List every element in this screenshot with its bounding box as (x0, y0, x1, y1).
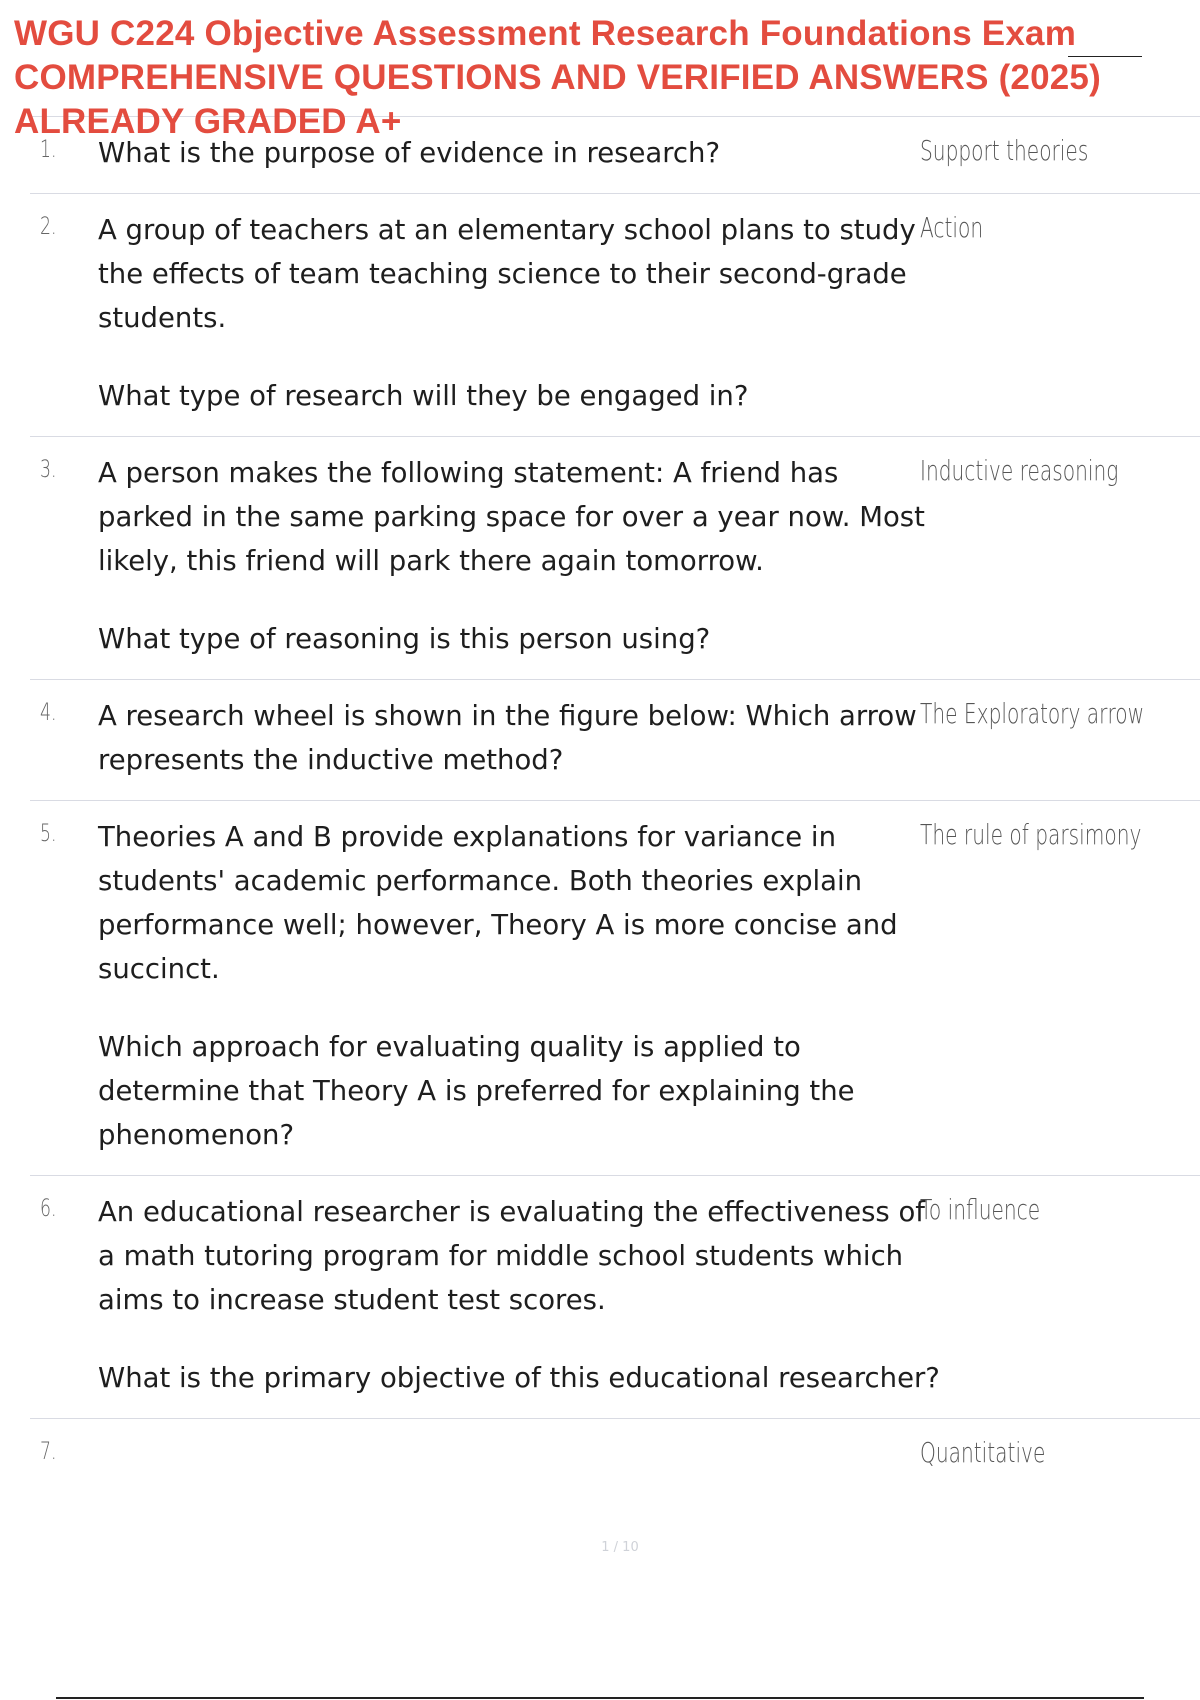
question-row-7 (30, 1418, 1200, 1495)
question-paragraph: What type of reasoning is this person using? (98, 623, 711, 655)
question-text (98, 680, 940, 800)
question-row-3 (30, 436, 1200, 679)
question-row-2 (30, 193, 1200, 436)
question-number: 2. (40, 212, 57, 240)
question-paragraph: An educational researcher is evaluating the effectiveness of a math tutoring program for middle school students which aims to increase student test scores. (98, 1196, 925, 1316)
question-number: 1. (40, 135, 57, 163)
question-number: 4. (40, 698, 57, 726)
question-paragraph: What type of research will they be engaged in? (98, 380, 749, 412)
qa-table (30, 116, 1200, 1495)
question-paragraph: Which approach for evaluating quality is applied to determine that Theory A is preferred for explaining the phenomenon? (98, 1031, 855, 1151)
question-paragraph: A research wheel is shown in the figure below: Which arrow represents the inductive method? (98, 700, 917, 776)
footer-rule (56, 1697, 1144, 1699)
question-number: 5. (40, 819, 57, 847)
question-text (98, 437, 940, 679)
question-number: 7. (40, 1437, 57, 1465)
answer-text: Quantitative (920, 1436, 1046, 1469)
question-row-4 (30, 679, 1200, 800)
question-paragraph: A group of teachers at an elementary school plans to study the effects of team teaching science to their second-grade students. (98, 214, 916, 334)
title-line-1: WGU C224 Objective Assessment Research Foundations Exam (14, 14, 1077, 53)
answer-text: The rule of parsimony (920, 818, 1142, 851)
title-line-3: ALREADY GRADED A+ (14, 102, 402, 141)
question-text (98, 1176, 940, 1418)
question-paragraph (98, 1433, 940, 1477)
title-line-2: COMPREHENSIVE QUESTIONS AND VERIFIED ANSWERS (2025) (14, 58, 1101, 97)
answer-text: Inductive reasoning (920, 454, 1119, 487)
question-paragraph: What is the primary objective of this educational researcher? (98, 1362, 940, 1394)
document-title (14, 12, 1174, 144)
question-text (98, 1419, 940, 1495)
question-text (98, 194, 940, 436)
answer-text: The Exploratory arrow (920, 697, 1145, 730)
question-number: 6. (40, 1194, 57, 1222)
question-row-5 (30, 800, 1200, 1175)
question-text (98, 801, 940, 1175)
question-paragraph: Theories A and B provide explanations for variance in students' academic performance. Both theories explain performance well; however, Theory A is more concise and succinct. (98, 821, 898, 985)
question-row-6 (30, 1175, 1200, 1418)
answer-text: To influence (920, 1193, 1041, 1226)
answer-text: Action (920, 211, 984, 244)
page-indicator: 1 / 10 (601, 1540, 639, 1555)
answer-text: Support theories (920, 134, 1089, 167)
question-number: 3. (40, 455, 57, 483)
question-paragraph: A person makes the following statement: A friend has parked in the same parking space for over a year now. Most likely, this friend will park there again tomorrow. (98, 457, 925, 577)
question-paragraph: What is the purpose of evidence in research? (98, 137, 721, 169)
